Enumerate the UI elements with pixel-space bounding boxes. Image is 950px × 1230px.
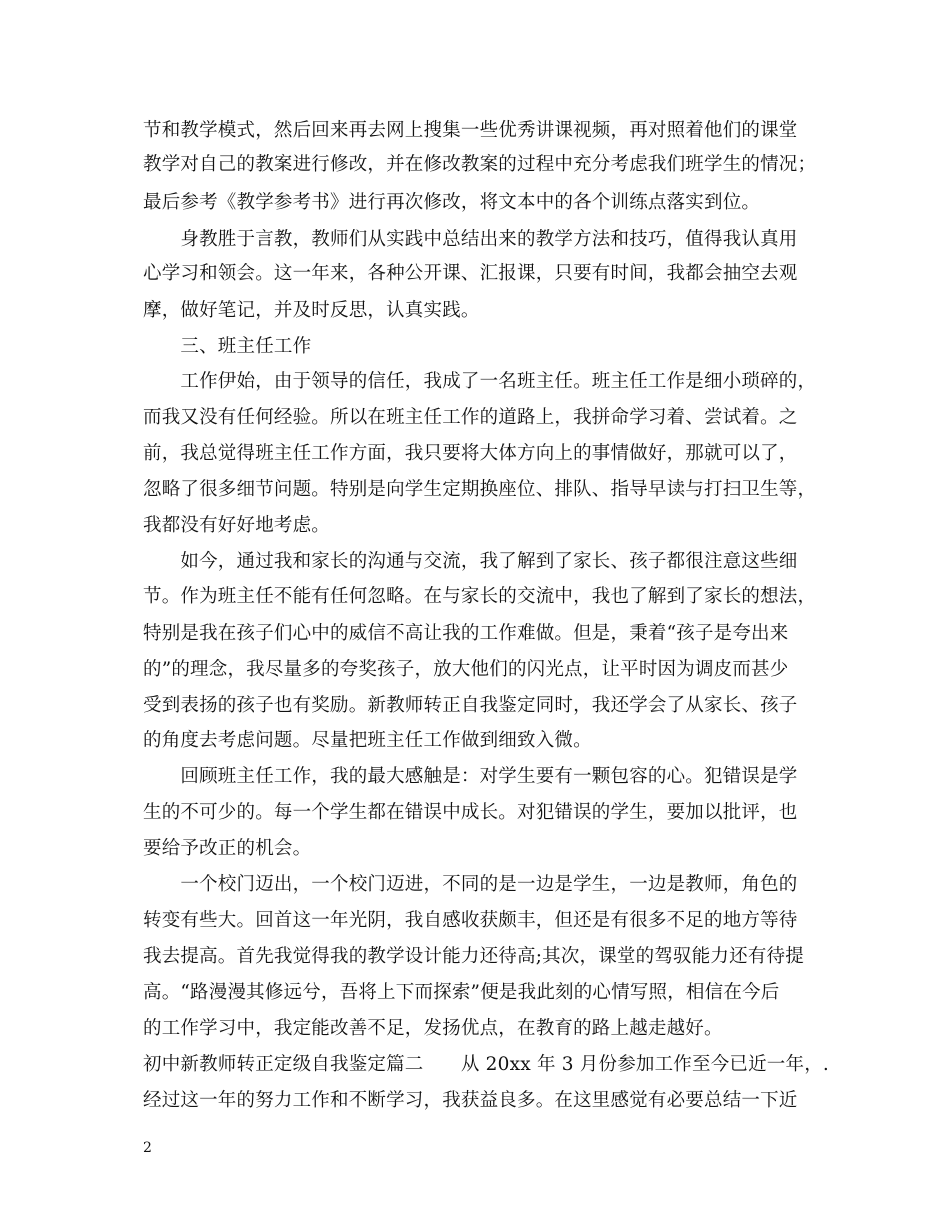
text-line: 经过这一年的努力工作和不断学习，我获益良多。在这里感觉有必要总结一下近 (143, 1090, 798, 1111)
text-line: 初中新教师转正定级自我鉴定篇二 从 20xx 年 3 月份参加工作至今已近一年，. (143, 1054, 829, 1075)
text-line: 受到表扬的孩子也有奖励。新教师转正自我鉴定同时，我还学会了从家长、孩子 (143, 695, 798, 716)
text-line: 而我又没有任何经验。所以在班主任工作的道路上，我拼命学习着、尝试着。之 (143, 407, 798, 428)
text-line: 忽略了很多细节问题。特别是向学生定期换座位、排队、指导早读与打扫卫生等， (143, 479, 817, 500)
text-line: 节和教学模式，然后回来再去网上搜集一些优秀讲课视频，再对照着他们的课堂 (143, 120, 798, 141)
text-line: 摩，做好笔记，并及时反思，认真实践。 (143, 300, 480, 321)
text-line: 前，我总觉得班主任工作方面，我只要将大体方向上的事情做好，那就可以了， (143, 443, 798, 464)
text-line: 一个校门迈出，一个校门迈进，不同的是一边是学生，一边是教师，角色的 (143, 874, 798, 895)
text-line: 的角度去考虑问题。尽量把班主任工作做到细致入微。 (143, 730, 592, 751)
text-line: 要给予改正的机会。 (143, 838, 312, 859)
text-line: 转变有些大。回首这一年光阴，我自感收获颇丰，但还是有很多不足的地方等待 (143, 910, 798, 931)
page-number: 2 (143, 1140, 152, 1156)
text-line: 节。作为班主任不能有任何忽略。在与家长的交流中，我也了解到了家长的想法， (143, 586, 817, 607)
text-line: 身教胜于言教，教师们从实践中总结出来的教学方法和技巧，值得我认真用 (143, 229, 798, 250)
text-line: 最后参考《教学参考书》进行再次修改，将文本中的各个训练点落实到位。 (143, 192, 761, 213)
text-line: 心学习和领会。这一年来，各种公开课、汇报课，只要有时间，我都会抽空去观 (143, 263, 798, 284)
text-line: 高。“路漫漫其修远兮，吾将上下而探索”便是我此刻的心情写照，相信在今后 (143, 982, 780, 1003)
text-line: 回顾班主任工作，我的最大感触是：对学生要有一颗包容的心。犯错误是学 (143, 766, 798, 787)
text-line: 我都没有好好地考虑。 (143, 515, 331, 536)
text-line: 我去提高。首先我觉得我的教学设计能力还待高;其次，课堂的驾驭能力还有待提 (143, 946, 804, 967)
text-line: 的”的理念，我尽量多的夸奖孩子，放大他们的闪光点，让平时因为调皮而甚少 (143, 659, 789, 680)
section-heading: 三、班主任工作 (143, 336, 312, 357)
text-line: 的工作学习中，我定能改善不足，发扬优点，在教育的路上越走越好。 (143, 1018, 723, 1039)
text-line: 特别是我在孩子们心中的威信不高让我的工作难做。但是，秉着“孩子是夸出来 (143, 623, 789, 644)
text-line: 生的不可少的。每一个学生都在错误中成长。对犯错误的学生，要加以批评，也 (143, 802, 798, 823)
text-line: 如今，通过我和家长的沟通与交流，我了解到了家长、孩子都很注意这些细 (143, 551, 798, 572)
text-line: 工作伊始，由于领导的信任，我成了一名班主任。班主任工作是细小琐碎的， (143, 371, 817, 392)
text-line: 教学对自己的教案进行修改，并在修改教案的过程中充分考虑我们班学生的情况； (143, 154, 817, 175)
